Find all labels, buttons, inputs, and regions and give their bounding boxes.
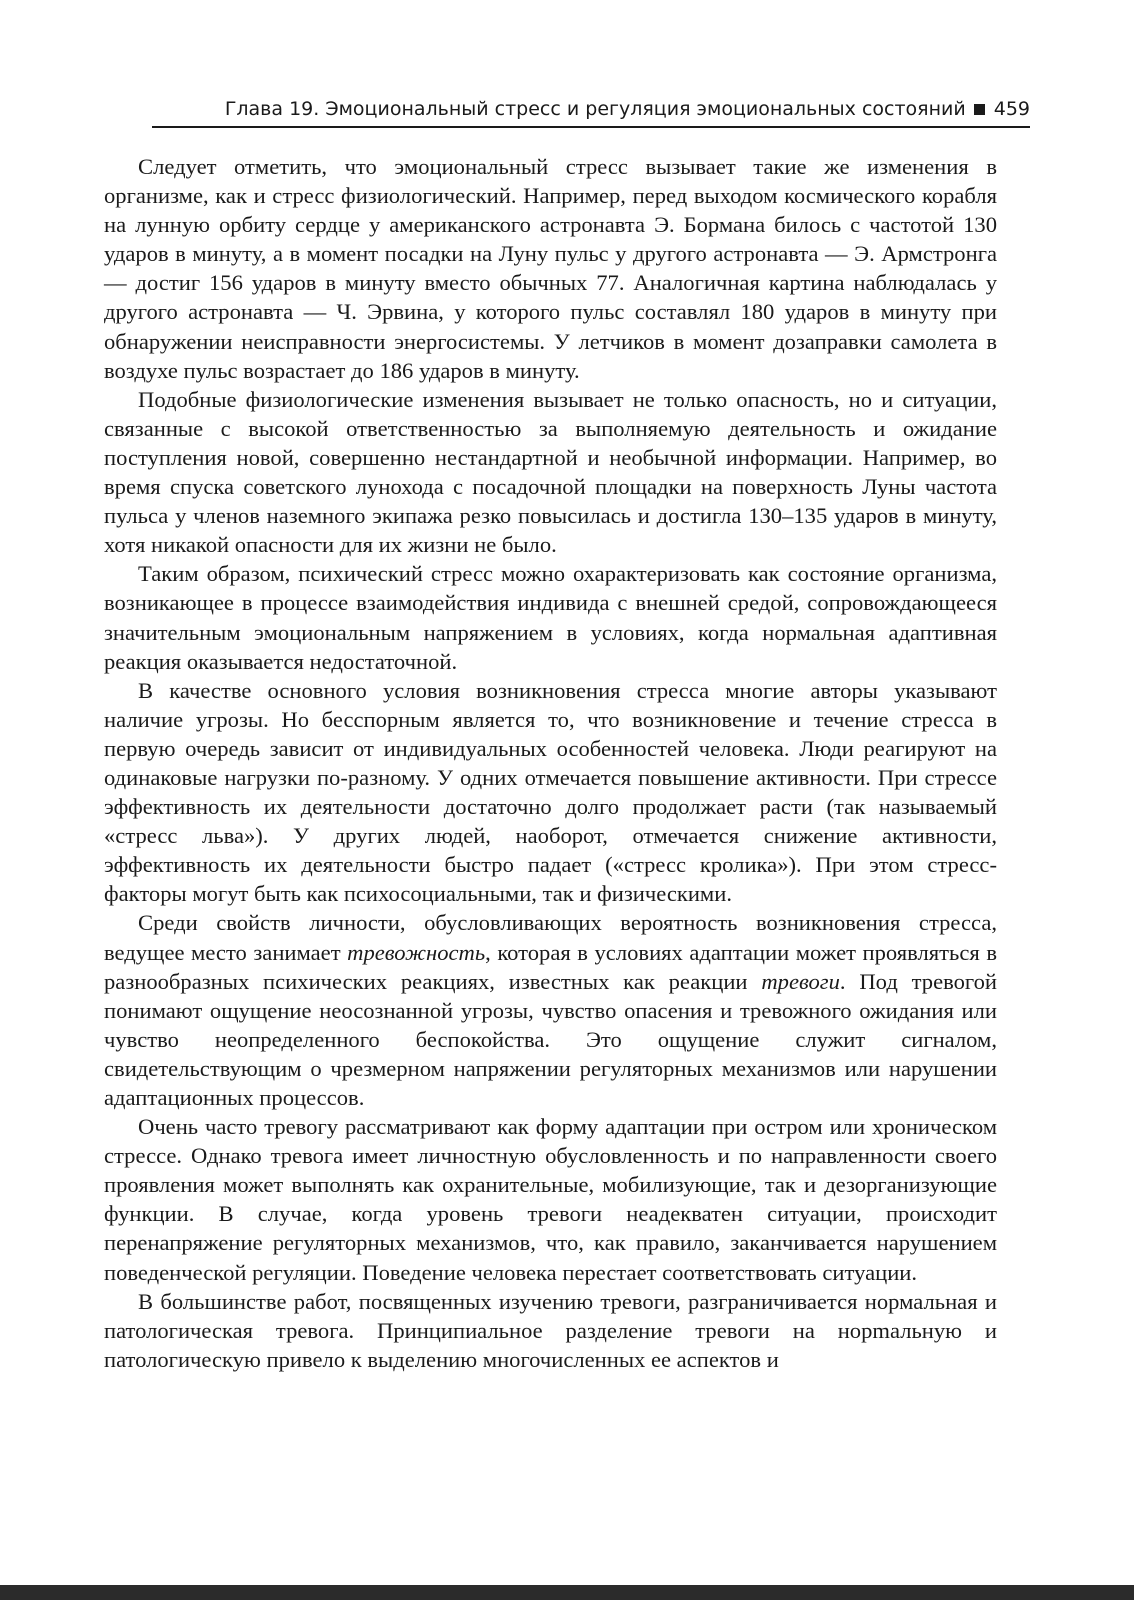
paragraph [104, 559, 997, 675]
body-text [104, 152, 997, 1374]
text-run: . Под тревогой понимают ощущение неосознанной угрозы, чувство опасения и тревожного ожидания или чувство неопределенного беспокойства. Это ощущение служит сигналом, свидетельствующим о чрезмерном напряжении регуляторных механизмов или нарушении адаптационных процессов. [104, 968, 997, 1110]
paragraph [104, 152, 997, 385]
paragraph [104, 1112, 997, 1287]
text-run: Таким образом, психический стресс можно охарактеризовать как состояние организма, возникающее в процессе взаимодействия индивида с внешней средой, сопровождающееся значительным эмоциональным напряжением в условиях, когда нормальная адаптивная реакция оказывается недостаточной. [104, 561, 997, 674]
scan-bottom-edge [0, 1585, 1134, 1600]
text-run: Среди свойств личности, обусловливающих вероятность возникновения стресса, ведущее место занимает [104, 910, 997, 965]
italic-term: тревоги [761, 968, 840, 994]
text-run: В большинстве работ, посвященных изучению тревоги, разграничивается нормальная и патологическая тревога. Принципиальное разделение тревоги на норmальную и патологическую привело к выделению многочисленных ее аспектов и [104, 1288, 997, 1372]
running-header [152, 96, 1030, 128]
text-run: , которая в условиях адаптации может проявляться в разнообразных психических реакциях, известных как реакции [104, 939, 997, 994]
page-number: 459 [993, 98, 1030, 120]
text-run: В качестве основного условия возникновения стресса многие авторы указывают наличие угрозы. Но бесспорным является то, что возникновение и течение стресса в первую очередь зависит от индивидуальных особенностей человека. Люди реагируют на одинаковые нагрузки по-разному. У одних отмечается повышение активности. При стрессе эффективность их деятельности достаточно долго продолжает расти (так называемый «стресс льва»). У других людей, наоборот, отмечается снижение активности, эффективность их деятельности быстро падает («стресс кролика»). При этом стресс-факторы могут быть как психосоциальными, так и физическими. [104, 677, 997, 907]
paragraph [104, 676, 997, 909]
text-run: Следует отметить, что эмоциональный стресс вызывает такие же изменения в организме, как и стресс физиологический. Например, перед выходом космического корабля на лунную орбиту сердце у американского астронавта Э. Бормана билось с частотой 130 ударов в минуту, а в момент посадки на Луну пульс у другого астронавта — Э. Армстронга — достиг 156 ударов в минуту вместо обычных 77. Аналогичная картина наблюдалась у другого астронавта — Ч. Эрвина, у которого пульс составлял 180 ударов в минуту при обнаружении неисправности энергосистемы. У летчиков в момент дозаправки самолета в воздухе пульс возрастает до 186 ударов в минуту. [104, 154, 997, 383]
paragraph [104, 1287, 997, 1374]
italic-term: тревожность [347, 939, 486, 965]
black-square-icon [974, 104, 985, 115]
paragraph [104, 908, 997, 1112]
text-run: Подобные физиологические изменения вызывает не только опасность, но и ситуации, связанные с высокой ответственностью за выполняемую деятельность и ожидание поступления новой, совершенно нестандартной и необычной информации. Например, во время спуска советского лунохода с посадочной площадки на поверхность Луны частота пульса у членов наземного экипажа резко повысилась и достигла 130–135 ударов в минуту, хотя никакой опасности для их жизни не было. [104, 386, 997, 558]
chapter-title: Глава 19. Эмоциональный стресс и регуляция эмоциональных состояний [224, 98, 966, 120]
text-run: Очень часто тревогу рассматривают как форму адаптации при остром или хроническом стрессе. Однако тревога имеет личностную обусловленность и по направленности своего проявления может выполнять как охранительные, мобилизующие, так и дезорганизующие функции. В случае, когда уровень тревоги неадекватен ситуации, происходит перенапряжение регуляторных механизмов, что, как правило, заканчивается нарушением поведенческой регуляции. Поведение человека перестает соответствовать ситуации. [104, 1114, 997, 1285]
paragraph [104, 385, 997, 560]
